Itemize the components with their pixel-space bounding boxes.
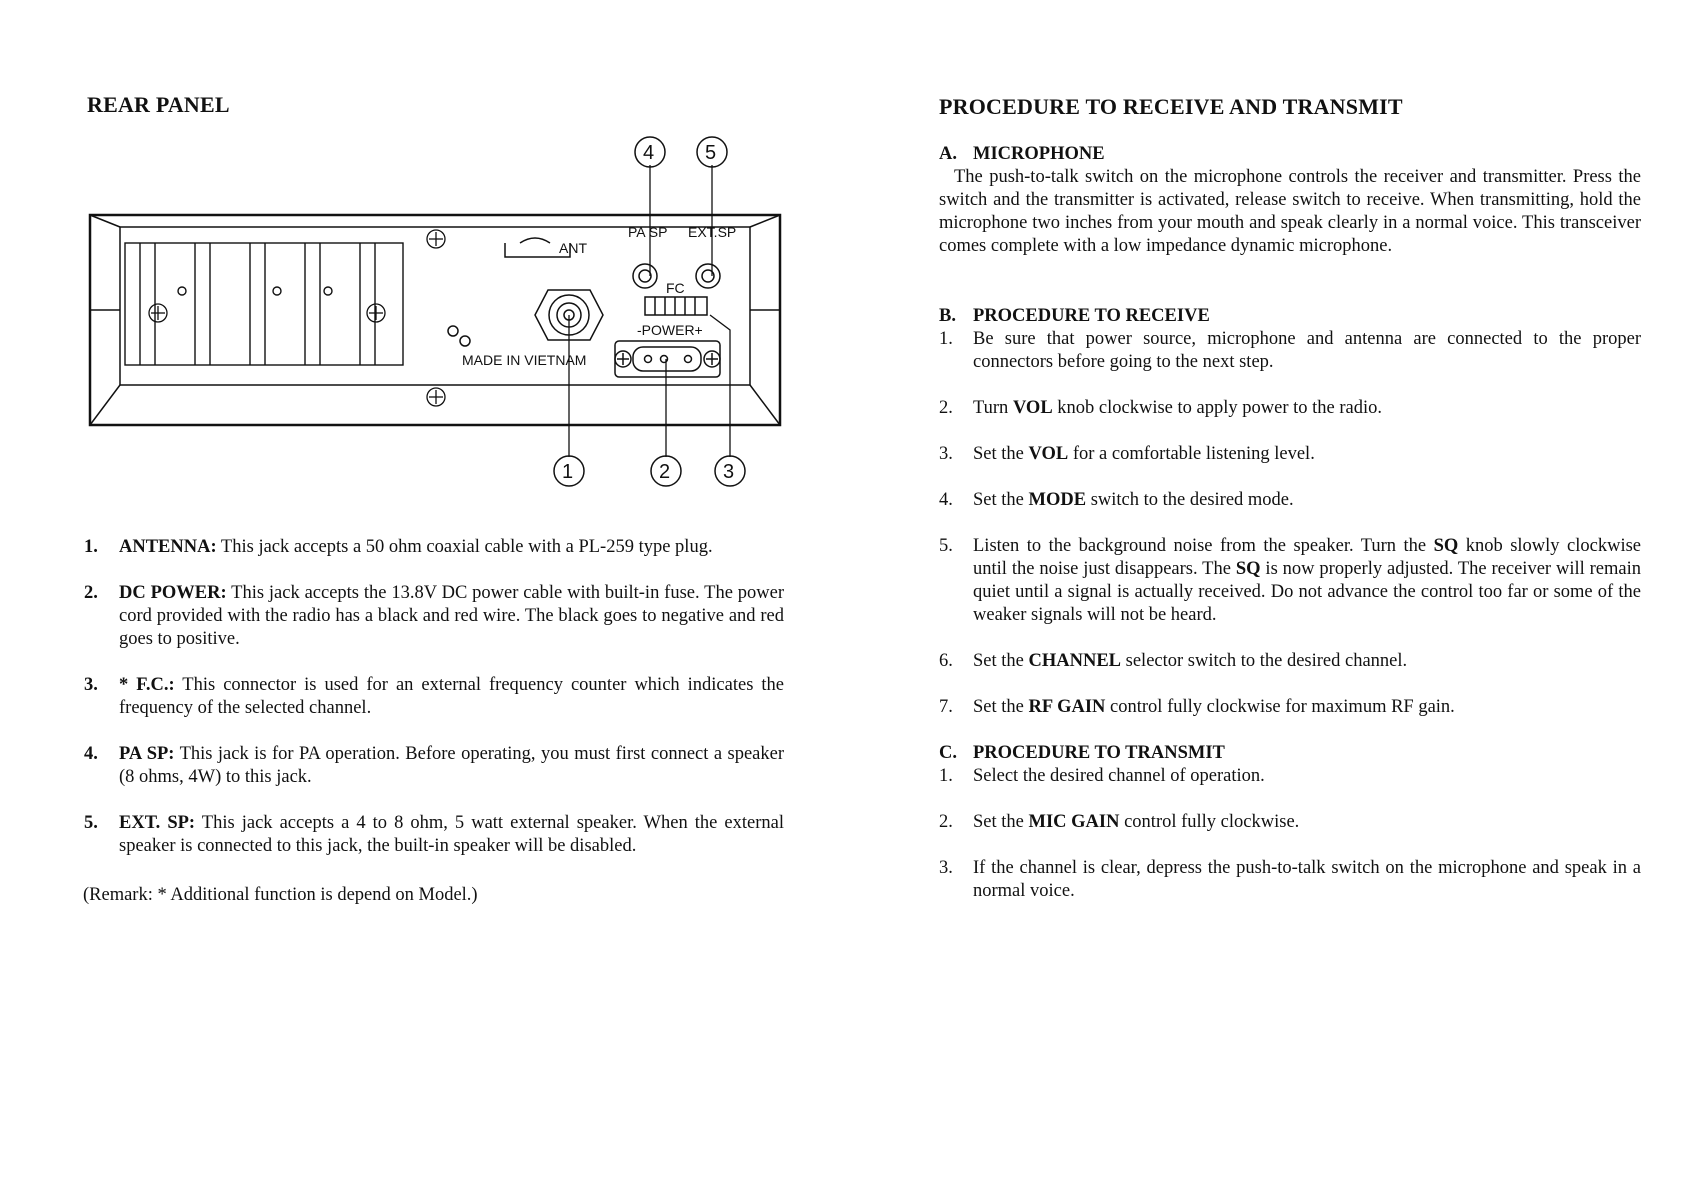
callout-lines xyxy=(569,165,730,457)
made-in-label: MADE IN VIETNAM xyxy=(462,352,587,368)
list-item: 6. Set the CHANNEL selector switch to the desired channel. xyxy=(939,651,1408,671)
callout-1: 1 xyxy=(562,461,574,483)
item-label: PA SP: xyxy=(119,744,175,764)
item-text: This jack accepts a 50 ohm coaxial cable with a PL-259 type plug. xyxy=(216,537,713,557)
callout-2: 2 xyxy=(659,461,671,483)
list-item: 2. DC POWER: This jack accepts the 13.8V DC power cable with built-in fuse. The power cord provided with the radio has a black and red wire. The black goes to negative and red goes to positive. xyxy=(84,583,784,649)
transmit-steps xyxy=(939,765,1641,903)
ext-sp-jack xyxy=(696,264,720,288)
section-heading: C. PROCEDURE TO TRANSMIT xyxy=(939,743,1225,763)
power-connector xyxy=(615,341,720,377)
list-item: 3. If the channel is clear, depress the push-to-talk switch on the microphone and speak in a normal voice. xyxy=(939,858,1641,901)
callout-3: 3 xyxy=(723,461,735,483)
callout-4: 4 xyxy=(643,142,655,164)
receive-steps xyxy=(939,328,1641,719)
list-item: 4. PA SP: This jack is for PA operation. Before operating, you must first connect a speaker (8 ohms, 4W) to this jack. xyxy=(84,744,784,787)
heat-sink xyxy=(125,243,403,365)
rear-panel-diagram xyxy=(80,135,800,505)
list-item: 4. Set the MODE switch to the desired mode. xyxy=(939,490,1294,510)
procedure-title: PROCEDURE TO RECEIVE AND TRANSMIT xyxy=(939,94,1403,119)
item-text: This jack is for PA operation. Before operating, you must first connect a speaker (8 ohms, 4W) to this jack. xyxy=(119,744,784,787)
ext-sp-label: EXT.SP xyxy=(688,224,737,240)
pa-sp-label: PA SP xyxy=(628,224,668,240)
pa-sp-jack xyxy=(633,264,657,288)
list-item: 1. Select the desired channel of operation. xyxy=(939,766,1265,786)
item-text: This jack accepts a 4 to 8 ohm, 5 watt external speaker. When the external speaker is connected to this jack, the built-in speaker will be disabled. xyxy=(119,813,784,856)
transmit-section xyxy=(939,742,1641,926)
item-label: * F.C.: xyxy=(119,675,175,695)
microphone-section xyxy=(939,143,1641,258)
callout-5: 5 xyxy=(705,142,717,164)
rear-panel-parts-list xyxy=(84,536,784,881)
list-item: 1. Be sure that power source, microphone and antenna are connected to the proper connectors before going to the next step. xyxy=(939,329,1641,372)
screw-icons xyxy=(149,230,445,406)
list-item: 2. Turn VOL knob clockwise to apply power to the radio. xyxy=(939,398,1382,418)
list-item: 2. Set the MIC GAIN control fully clockwise. xyxy=(939,812,1300,832)
section-heading: A. MICROPHONE xyxy=(939,144,1105,164)
list-item: 1. ANTENNA: This jack accepts a 50 ohm coaxial cable with a PL-259 type plug. xyxy=(84,537,713,557)
microphone-text: The push-to-talk switch on the microphone controls the receiver and transmitter. Press the switch and the transmitter is activated, release switch to receive. When transmitting, hold the microphone two inches from your mouth and speak clearly in a normal voice. This transceiver comes complete with a low impedance dynamic microphone. xyxy=(939,167,1641,256)
item-label: DC POWER: xyxy=(119,583,227,603)
ant-label: ANT xyxy=(559,240,587,256)
list-item: 7. Set the RF GAIN control fully clockwise for maximum RF gain. xyxy=(939,697,1455,717)
receive-section xyxy=(939,305,1641,742)
fc-connector xyxy=(645,297,707,315)
item-text: This jack accepts the 13.8V DC power cable with built-in fuse. The power cord provided with the radio has a black and red wire. The black goes to negative and red goes to positive. xyxy=(119,583,784,649)
chassis-outline xyxy=(90,215,780,425)
item-label: ANTENNA: xyxy=(119,537,217,557)
list-item: 5. EXT. SP: This jack accepts a 4 to 8 ohm, 5 watt external speaker. When the external speaker is connected to this jack, the built-in speaker will be disabled. xyxy=(84,813,784,856)
rear-panel-title: REAR PANEL xyxy=(87,92,230,117)
list-item: 5. Listen to the background noise from the speaker. Turn the SQ knob slowly clockwise until the noise just disappears. The SQ is now properly adjusted. The receiver will remain quiet until a signal is actually received. Do not advance the control too far or some of the weaker signals will not be heard. xyxy=(939,536,1642,625)
item-text: This connector is used for an external frequency counter which indicates the frequency of the selected channel. xyxy=(119,675,785,718)
fc-label: FC xyxy=(666,280,685,296)
remark-note: (Remark: * Additional function is depend on Model.) xyxy=(83,885,478,905)
section-heading: B. PROCEDURE TO RECEIVE xyxy=(939,306,1210,326)
power-label: -POWER+ xyxy=(637,322,703,338)
item-label: EXT. SP: xyxy=(119,813,196,833)
right-page xyxy=(841,0,1682,1190)
list-item: 3. * F.C.: This connector is used for an external frequency counter which indicates the frequency of the selected channel. xyxy=(84,675,785,718)
list-item: 3. Set the VOL for a comfortable listening level. xyxy=(939,444,1315,464)
